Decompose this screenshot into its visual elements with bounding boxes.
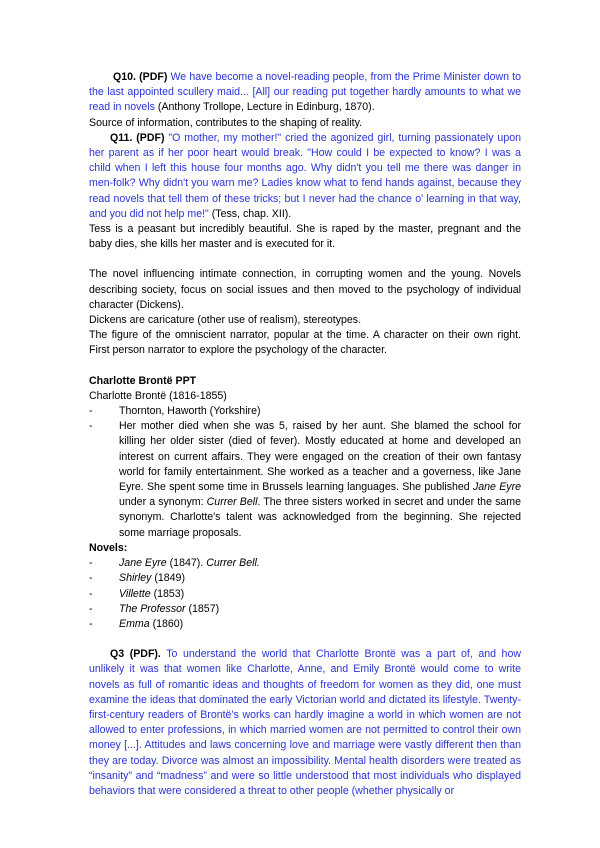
novel-extra: Currer Bell. [206, 557, 260, 570]
novel-influence-paragraph: The novel influencing intimate connection, in corrupting women and the young. Novels describing society, focus on social issues and then moved to the psychology of individual character (Dickens). [89, 268, 521, 311]
list-item [89, 571, 521, 586]
spacer [89, 252, 521, 267]
text-column [89, 70, 521, 799]
q3-text: To understand the world that Charlotte Brontë was a part of, and how unlikely it was that women like Charlotte, Anne, and Emily Brontë would come to write novels as full of romantic ideas and thoughts of freedom for women as they did, one must examine the ideas that dominated the early Victorian world and dictated its lifestyle. Twenty-first-century readers of Brontë's works can hardly imagine a world in which women are not allowed to enter professions, in which married women are not permitted to control their own money [...]. Attitudes and laws concerning love and marriage were vastly different then than they are today. Divorce was almost an impossibility. Mental health disorders were treated as “insanity” and “madness” and were so little understood that most individuals who displayed behaviors that were considered a threat to other people (whether physically or [89, 648, 521, 797]
spacer [89, 632, 521, 647]
q11-quote: "O mother, my mother!" cried the agonized girl, turning passionately upon her parent as if her poor heart would break. "How could I be expected to know? I was a child when I left this house four months ago. Why didn't you tell me there was danger in men-folk? Why didn't you warn me? Ladies know what to fend hands against, because they read novels that tell them of these tricks; but I never had the chance o' learning in that way, and you did not help me!" [89, 131, 521, 220]
q11-label: Q11. (PDF) [110, 131, 165, 144]
birthplace: Thornton, Haworth (Yorkshire) [119, 405, 261, 418]
bio-text: . The three sisters worked in secret and under the same synonym. Charlotte's talent was acknowledged from the beginning. She rejected some marriage proposals. [119, 496, 521, 539]
novel-year: (1849) [154, 572, 185, 585]
q3-paragraph [89, 647, 521, 799]
novel-title: Villette [119, 587, 151, 600]
novel-title: Emma [119, 617, 150, 630]
q10-paragraph [89, 70, 521, 116]
q10-citation: (Anthony Trollope, Lecture in Edinburg, 1870). [157, 101, 375, 114]
novel-title: The Professor [119, 602, 186, 615]
list-item [89, 587, 521, 602]
bio-text: Her mother died when she was 5, raised by her aunt. She blamed the school for killing her older sister (died of fever). Mostly educated at home and developed an interest on current affairs. They were engaged on the creation of their own fantasy world for family entertainment. She worked as a teacher and a governess, like Jane Eyre. She spent some time in Brussels learning languages. She published [119, 420, 521, 494]
novel-year: (1847). [169, 557, 204, 570]
novel-year: (1860) [152, 617, 184, 630]
dickens-line: Dickens are caricature (other use of realism), stereotypes. [89, 314, 362, 327]
bio-jane-eyre: Jane Eyre [472, 481, 521, 494]
q11-citation: (Tess, chap. XII). [211, 207, 292, 220]
tess-summary: Tess is a peasant but incredibly beautiful. She is raped by the master, pregnant and the baby dies, she kills her master and is executed for it. [89, 223, 521, 251]
list-item [89, 419, 521, 541]
q11-paragraph [89, 131, 521, 222]
q10-quote: We have become a novel-reading people, from the Prime Minister down to the last appointed scullery maid... [All] our reading put together hardly amounts to what we read in novels [89, 71, 522, 114]
list-item [89, 404, 521, 419]
novel-year: (1853) [153, 587, 185, 600]
novel-title: Jane Eyre [119, 557, 167, 570]
author-dates: Charlotte Brontë (1816-1855) [89, 389, 227, 402]
novels-heading: Novels: [89, 541, 128, 554]
novels-list [89, 556, 521, 632]
source-line: Source of information, contributes to the shaping of reality. [89, 116, 363, 129]
q10-label: Q10. (PDF) [113, 71, 168, 83]
spacer [89, 359, 521, 374]
list-item [89, 556, 521, 571]
section-heading: Charlotte Brontë PPT [89, 374, 197, 387]
list-item [89, 602, 521, 617]
bio-list [89, 404, 521, 541]
bio-text: under a synonym: [119, 496, 207, 509]
bio-currer-bell: Currer Bell [206, 496, 258, 509]
novel-title: Shirley [119, 572, 152, 585]
list-item [89, 617, 521, 632]
narrator-paragraph: The figure of the omniscient narrator, popular at the time. A character on their own right. First person narrator to explore the psychology of the character. [89, 329, 521, 357]
q3-label: Q3 (PDF). [110, 648, 161, 661]
novel-year: (1857) [188, 602, 220, 615]
